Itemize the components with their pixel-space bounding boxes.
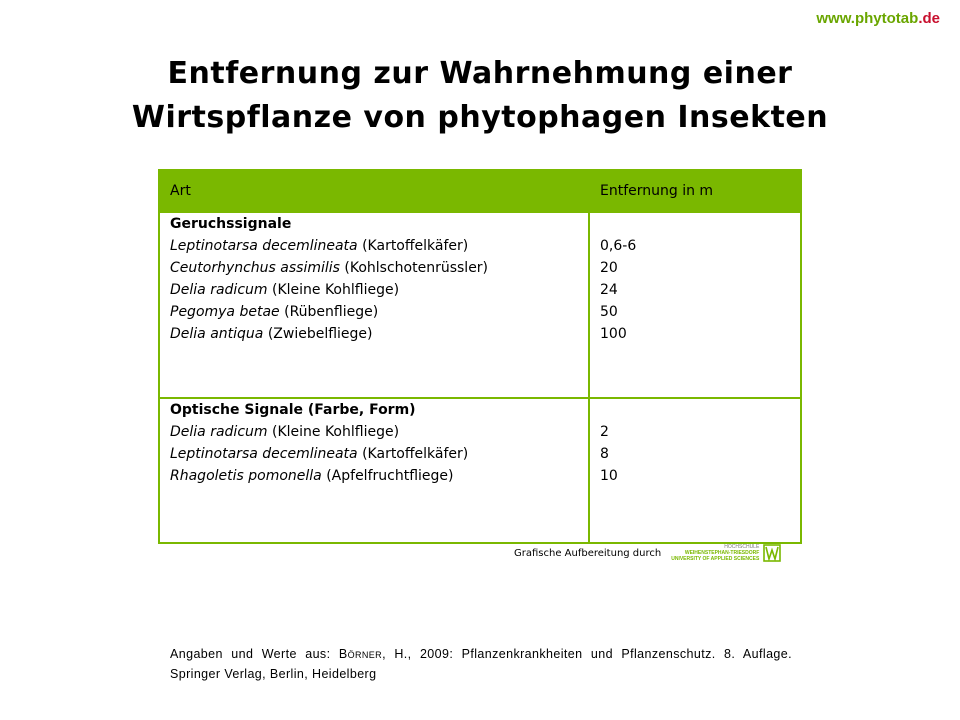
species-entry <box>170 323 578 345</box>
scientific-name: Leptinotarsa decemlineata <box>170 238 358 254</box>
credit-text: Grafische Aufbereitung durch <box>514 547 662 559</box>
species-entry <box>170 421 578 443</box>
page-title <box>0 52 960 140</box>
distance-value: 20 <box>600 260 618 276</box>
source-prefix: Angaben und Werte aus: <box>170 647 339 661</box>
scientific-name: Delia antiqua <box>170 326 264 342</box>
header-distance: Entfernung in m <box>589 170 801 212</box>
logo-line-2: WEIHENSTEPHAN-TRIESDORF <box>684 550 760 556</box>
table-section <box>159 212 801 398</box>
common-name: (Kartoffelkäfer) <box>357 446 469 462</box>
distance-value: 50 <box>600 304 618 320</box>
scientific-name: Rhagoletis pomonella <box>170 468 322 484</box>
logo-line-3: UNIVERSITY OF APPLIED SCIENCES <box>671 556 760 562</box>
hswt-logo <box>671 544 781 562</box>
logo-line-1: HOCHSCHULE <box>724 544 760 550</box>
credit <box>514 544 781 562</box>
species-entry <box>170 443 578 465</box>
distance-value: 2 <box>600 424 609 440</box>
scientific-name: Ceutorhynchus assimilis <box>170 260 340 276</box>
distance-value: 0,6-6 <box>600 238 637 254</box>
table-section <box>159 398 801 543</box>
common-name: (Kartoffelkäfer) <box>357 238 469 254</box>
species-cell <box>159 398 589 543</box>
distance-value: 10 <box>600 468 618 484</box>
site-link[interactable] <box>816 10 940 27</box>
scientific-name: Delia radicum <box>170 282 268 298</box>
table-body <box>159 212 801 543</box>
distance-value: 8 <box>600 446 609 462</box>
title-line-1: Entfernung zur Wahrnehmung einer <box>167 56 793 91</box>
source-rest: , H., 2009: Pflanzenkrankheiten und Pflanzenschutz. 8. Auflage. Springer Verlag, Berlin, Heidelberg <box>170 647 792 681</box>
common-name: (Kleine Kohlfliege) <box>267 282 400 298</box>
source-citation <box>170 644 792 684</box>
distance-cell <box>589 398 801 543</box>
species-entry <box>170 257 578 279</box>
hswt-logo-icon <box>763 544 781 562</box>
section-heading: Optische Signale (Farbe, Form) <box>170 402 416 418</box>
table-header-row <box>159 170 801 212</box>
species-entry <box>170 235 578 257</box>
species-entry <box>170 301 578 323</box>
common-name: (Rübenfliege) <box>279 304 379 320</box>
scientific-name: Delia radicum <box>170 424 268 440</box>
distance-value: 100 <box>600 326 627 342</box>
logo-text <box>671 544 759 562</box>
scientific-name: Pegomya betae <box>170 304 280 320</box>
distance-value: 24 <box>600 282 618 298</box>
site-tld: .de <box>918 10 940 27</box>
header-species: Art <box>159 170 589 212</box>
species-entry <box>170 465 578 487</box>
source-author: Börner <box>338 647 383 661</box>
common-name: (Kohlschotenrüssler) <box>339 260 489 276</box>
common-name: (Apfelfruchtfliege) <box>321 468 454 484</box>
species-cell <box>159 212 589 398</box>
common-name: (Kleine Kohlfliege) <box>267 424 400 440</box>
distance-cell <box>589 212 801 398</box>
species-entry <box>170 279 578 301</box>
title-line-2: Wirtspflanze von phytophagen Insekten <box>131 100 829 135</box>
distance-table <box>158 169 802 544</box>
scientific-name: Leptinotarsa decemlineata <box>170 446 358 462</box>
section-heading: Geruchssignale <box>170 216 292 232</box>
site-domain: www.phytotab <box>816 10 919 27</box>
common-name: (Zwiebelfliege) <box>263 326 373 342</box>
